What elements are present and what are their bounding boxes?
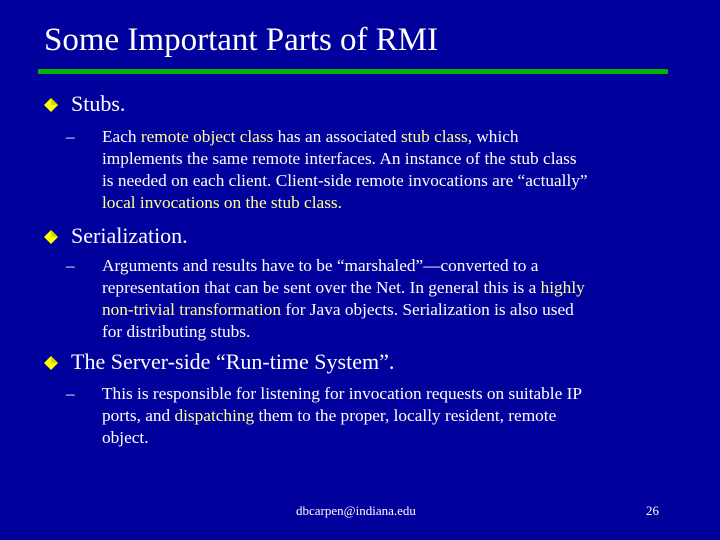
text-line — [102, 405, 682, 427]
text-line — [102, 383, 682, 405]
diamond-bullet-icon — [44, 230, 58, 244]
text-run: is needed on each client. Client-side remote invocations are “actually” — [102, 171, 588, 190]
text-line — [102, 299, 682, 321]
sub-bullet-text — [102, 126, 682, 214]
bullet-label: The Server-side “Run-time System”. — [71, 349, 395, 374]
dash-marker: – — [66, 384, 75, 403]
text-run: has an associated — [273, 127, 401, 146]
text-line — [102, 427, 682, 449]
text-line — [102, 170, 682, 192]
text-run: implements the same remote interfaces. An instance of the stub class — [102, 149, 577, 168]
title-divider — [38, 69, 668, 74]
text-run: Arguments and results have to be “marshaled”—converted to a — [102, 256, 539, 275]
text-line — [102, 277, 682, 299]
highlighted-term: highly — [540, 278, 585, 297]
slide-title: Some Important Parts of RMI — [44, 22, 439, 58]
diamond-bullet-icon — [44, 356, 58, 370]
text-run: them to the proper, locally resident, remote — [254, 406, 557, 425]
highlighted-term: local invocations on the stub class. — [102, 193, 342, 212]
bullet-label: Stubs. — [71, 91, 126, 116]
sub-bullet-text — [102, 255, 682, 343]
text-run: representation that can be sent over the Net. In general this is a — [102, 278, 541, 297]
highlighted-term: dispatching — [174, 406, 255, 425]
dash-marker: – — [66, 256, 75, 275]
text-run: , which — [467, 127, 519, 146]
sub-bullet-text — [102, 383, 682, 449]
text-run: object. — [102, 428, 149, 447]
highlighted-term: stub class — [400, 127, 468, 146]
text-run: for distributing stubs. — [102, 322, 251, 341]
text-run: ports, and — [102, 406, 175, 425]
diamond-bullet-icon — [44, 98, 58, 112]
footer-email: dbcarpen@indiana.edu — [296, 503, 416, 518]
text-line — [102, 148, 682, 170]
bullet-label: Serialization. — [71, 223, 188, 248]
text-line — [102, 321, 682, 343]
text-run: This is responsible for listening for invocation requests on suitable IP — [102, 384, 582, 403]
text-line — [102, 192, 682, 214]
highlighted-term: non-trivial transformation — [102, 300, 282, 319]
page-number: 26 — [646, 503, 659, 518]
text-line — [102, 126, 682, 148]
text-run: for Java objects. Serialization is also used — [281, 300, 574, 319]
text-line — [102, 255, 682, 277]
dash-marker: – — [66, 127, 75, 146]
highlighted-term: remote object class — [140, 127, 274, 146]
text-run: Each — [102, 127, 141, 146]
